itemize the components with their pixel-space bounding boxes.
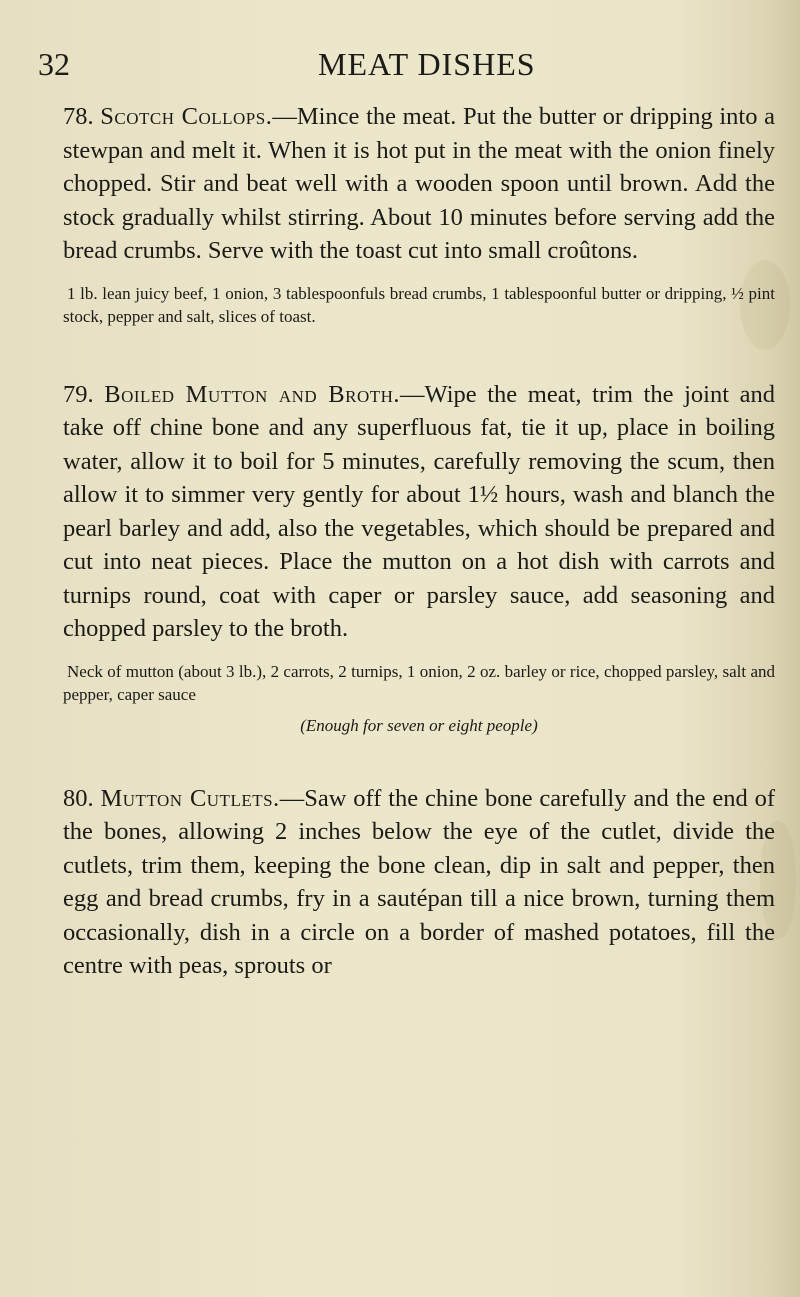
recipe-ingredients: 1 lb. lean juicy beef, 1 onion, 3 tablespoonfuls bread crumbs, 1 tablespoonful butter or dripping, ½ pint stock, pepper and salt, slices of toast. <box>63 283 775 326</box>
recipe-78 <box>63 100 775 328</box>
running-title: MEAT DISHES <box>318 46 536 82</box>
recipe-79 <box>63 378 775 736</box>
recipe-ingredients: Neck of mutton (about 3 lb.), 2 carrots, 2 turnips, 1 onion, 2 oz. barley or rice, chopped parsley, salt and pepper, caper sauce <box>63 661 775 704</box>
recipe-number: 80. <box>63 784 94 812</box>
recipe-title: Scotch Collops. <box>100 103 273 130</box>
recipe-method <box>63 100 775 268</box>
recipe-title: Mutton Cutlets. <box>100 784 280 812</box>
recipe-serving-note: (Enough for seven or eight people) <box>300 715 538 735</box>
recipe-title: Boiled Mutton and Broth. <box>104 380 401 408</box>
recipe-number: 79. <box>63 380 94 408</box>
page-number: 32 <box>38 46 70 82</box>
recipe-number: 78. <box>63 103 94 130</box>
recipe-method-text: —Mince the meat. Put the butter or dripping into a stewpan and melt it. When it is hot put in the meat with the onion finely chopped. Stir and beat well with a wooden spoon until brown. Add the stock gradually whilst stirring. About 10 minutes before serving add the bread crumbs. Serve with the toast cut into small croûtons. <box>63 103 775 264</box>
recipe-method-text: —Wipe the meat, trim the joint and take off chine bone and any superfluous fat, tie it up, place in boiling water, allow it to boil for 5 minutes, carefully removing the scum, then allow it to simmer very gently for about 1½ hours, wash and blanch the pearl barley and add, also the vegetables, which should be prepared and cut into neat pieces. Place the mutton on a hot dish with carrots and turnips round, coat with caper or parsley sauce, add seasoning and chopped parsley to the broth. <box>63 380 775 642</box>
page-content <box>63 100 775 983</box>
recipe-method-text: —Saw off the chine bone carefully and the end of the bones, allowing 2 inches below the eye of the cutlet, divide the cutlets, trim them, keeping the bone clean, dip in salt and pepper, then egg and bread crumbs, fry in a sautépan till a nice brown, turning them occasionally, dish in a circle on a border of mashed potatoes, fill the centre with peas, sprouts or <box>63 784 776 979</box>
recipe-method <box>63 378 775 646</box>
recipe-80 <box>63 782 775 983</box>
recipe-method <box>63 782 775 983</box>
page-header <box>38 46 758 102</box>
